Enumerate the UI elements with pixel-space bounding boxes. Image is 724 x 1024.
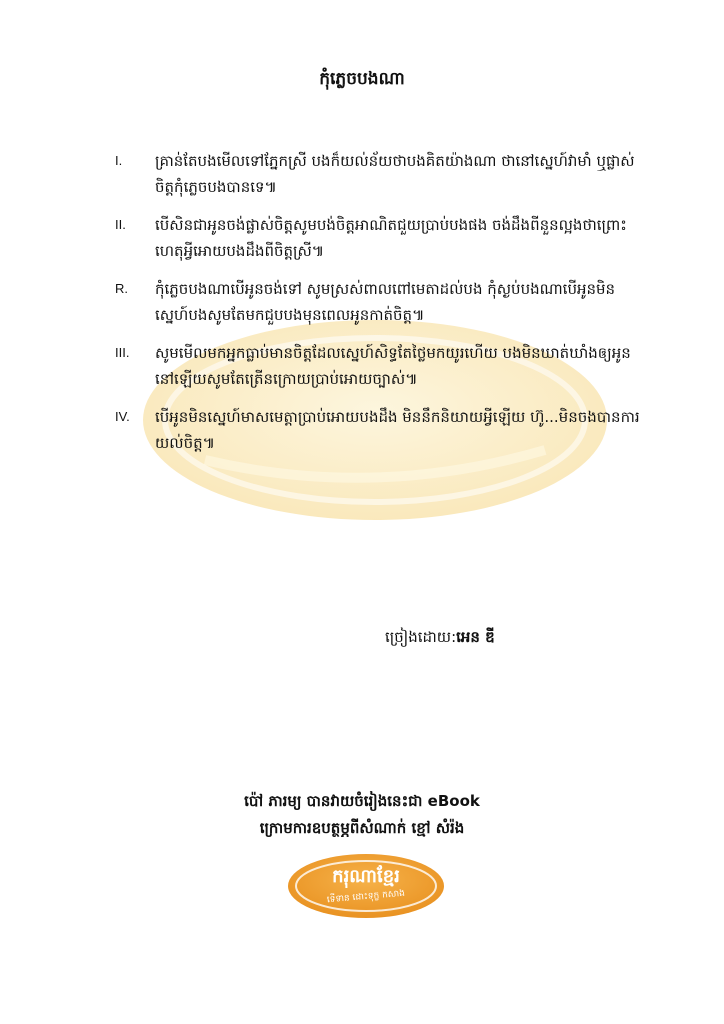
item-text: សូមមើលមកអ្នកធ្លាប់មានចិត្តដែលស្នេហ៍សិទ្ធតែថ្លៃមកយូរហើយ បងមិនឃាត់ឃាំងឲ្យអូននៅឡើយសូមតែត្រើនក្រោយប្រាប់អោយច្បាស់៕ — [155, 344, 631, 388]
item-number: II. — [115, 217, 126, 232]
item-number: I. — [115, 153, 123, 168]
list-item — [115, 212, 645, 264]
item-text: កុំភ្លេចបងណាបើអូនចង់ទៅ សូមស្រស់ពាលពៅមេតាដល់បង កុំស្ងប់បងណាបើអូនមិនស្នេហ៍បងសូមតែមកជួបបងមុនពេលអូនកាត់ចិត្ត៕ — [155, 280, 616, 324]
item-text: បើសិនជាអូនចង់ផ្លាស់ចិត្តសូមបង់ចិត្តអាណិតជួយប្រាប់បងផង ចង់ដឹងពីនួនល្អងថាព្រោះហេតុអ្វីអោយបងដឹងពីចិត្តស្រី៕ — [155, 216, 627, 260]
author-credit — [385, 624, 495, 650]
logo-subtitle: ទើទាន ដោះទុក្ខ កសាង — [326, 888, 406, 906]
brand-logo — [286, 852, 446, 920]
lyrics-list — [115, 148, 645, 468]
list-item — [115, 276, 645, 328]
author-name: អេន ឌី — [456, 628, 495, 646]
list-item — [115, 340, 645, 392]
sponsor-credit-line: ក្រោមការឧបត្ថម្ភពីសំណាក់ ខ្មៅ សំរ៉ង — [259, 819, 465, 837]
item-text: គ្រាន់តែបងមើលទៅភ្នែកស្រី បងក៏យល់ន័យថាបងគិតយ៉ាងណា ថានៅស្នេហ៍វាមាំ ឬផ្លាស់ចិត្តកុំភ្លេចបងបានទេ៕ — [155, 152, 635, 196]
item-number: III. — [115, 345, 130, 360]
item-number: IV. — [115, 409, 130, 424]
item-text: បើអូនមិនស្នេហ៍មាសមេត្តាប្រាប់អោយបងដឹង មិននឹកនិយាយអ្វីឡើយ ហ៊ូ...មិនចងបានការយល់ចិត្ត៕ — [155, 408, 640, 452]
logo-title: ករុណាខ្មែរ — [332, 866, 400, 887]
list-item — [115, 148, 645, 200]
author-label: ច្រៀងដោយ: — [385, 628, 457, 646]
page-title: កុំភ្លេចបងណា — [319, 69, 405, 89]
list-item — [115, 404, 645, 456]
item-number: R. — [115, 281, 128, 296]
ebook-credit-line: ប៉ៅ ភារម្យ បានវាយចំរៀងនេះជា eBook — [244, 792, 480, 810]
ebook-credit — [0, 788, 724, 842]
